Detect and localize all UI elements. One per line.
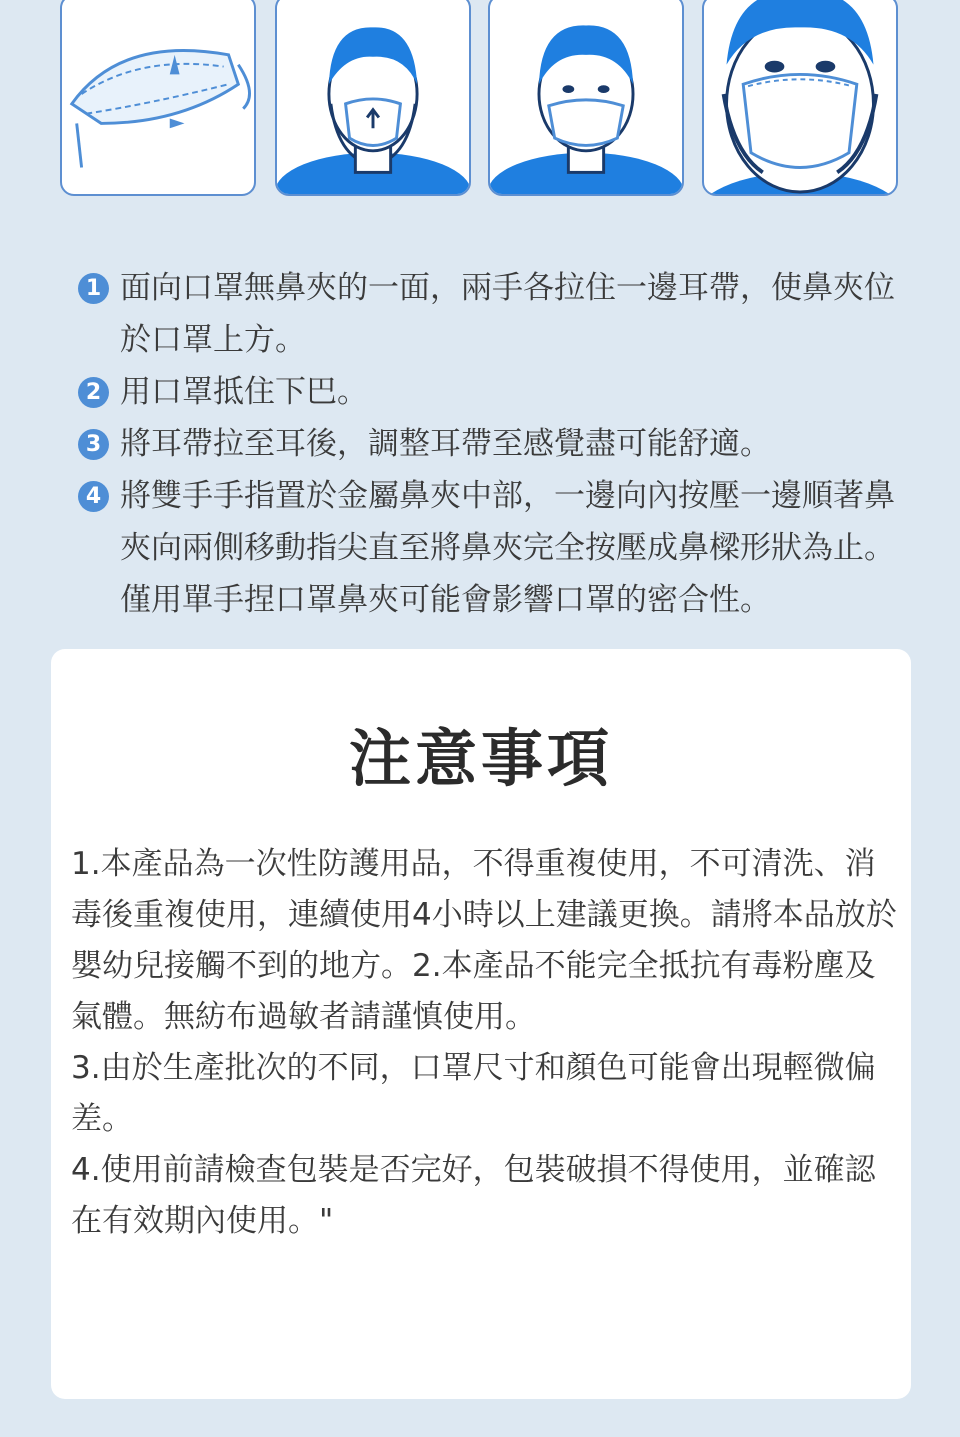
step-number-badge: 1 — [78, 273, 109, 304]
notice-paragraph: 1.本產品為一次性防護用品，不得重複使用，不可清洗、消毒後重複使用，連續使用4小時以上建議更換。請將本品放於嬰幼兒接觸不到的地方。2.本產品不能完全抵抗有毒粉塵及氣體。無紡布過敏者請謹慎使用。 — [71, 846, 897, 1035]
step-2 — [78, 366, 898, 418]
step-number-badge: 2 — [78, 377, 109, 408]
mask-fold-illustration — [60, 0, 256, 196]
mask-on-face-illustration — [275, 0, 471, 196]
notice-body — [71, 839, 899, 1247]
step-3 — [78, 418, 898, 470]
notice-card — [51, 649, 911, 1399]
step-number-badge: 3 — [78, 429, 109, 460]
instruction-illustrations — [60, 0, 902, 198]
step-text: 用口罩抵住下巴。 — [120, 374, 368, 410]
step-4 — [78, 470, 898, 626]
step-text: 將雙手手指置於金屬鼻夾中部，一邊向內按壓一邊順著鼻夾向兩側移動指尖直至將鼻夾完全按壓成鼻樑形狀為止。僅用單手捏口罩鼻夾可能會影響口罩的密合性。 — [120, 478, 895, 618]
nose-clip-press-illustration — [702, 0, 898, 196]
step-number-badge: 4 — [78, 481, 109, 512]
notice-paragraph: 4.使用前請檢查包裝是否完好，包裝破損不得使用，並確認在有效期內使用。" — [71, 1152, 876, 1239]
wearing-steps — [78, 262, 898, 626]
step-1 — [78, 262, 898, 366]
step-text: 將耳帶拉至耳後，調整耳帶至感覺盡可能舒適。 — [120, 426, 771, 462]
step-text: 面向口罩無鼻夾的一面，兩手各拉住一邊耳帶，使鼻夾位於口罩上方。 — [120, 270, 895, 358]
notice-paragraph: 3.由於生產批次的不同，口罩尺寸和顏色可能會出現輕微偏差。 — [71, 1050, 876, 1137]
mask-worn-illustration — [488, 0, 684, 196]
notice-title: 注意事項 — [348, 722, 613, 795]
